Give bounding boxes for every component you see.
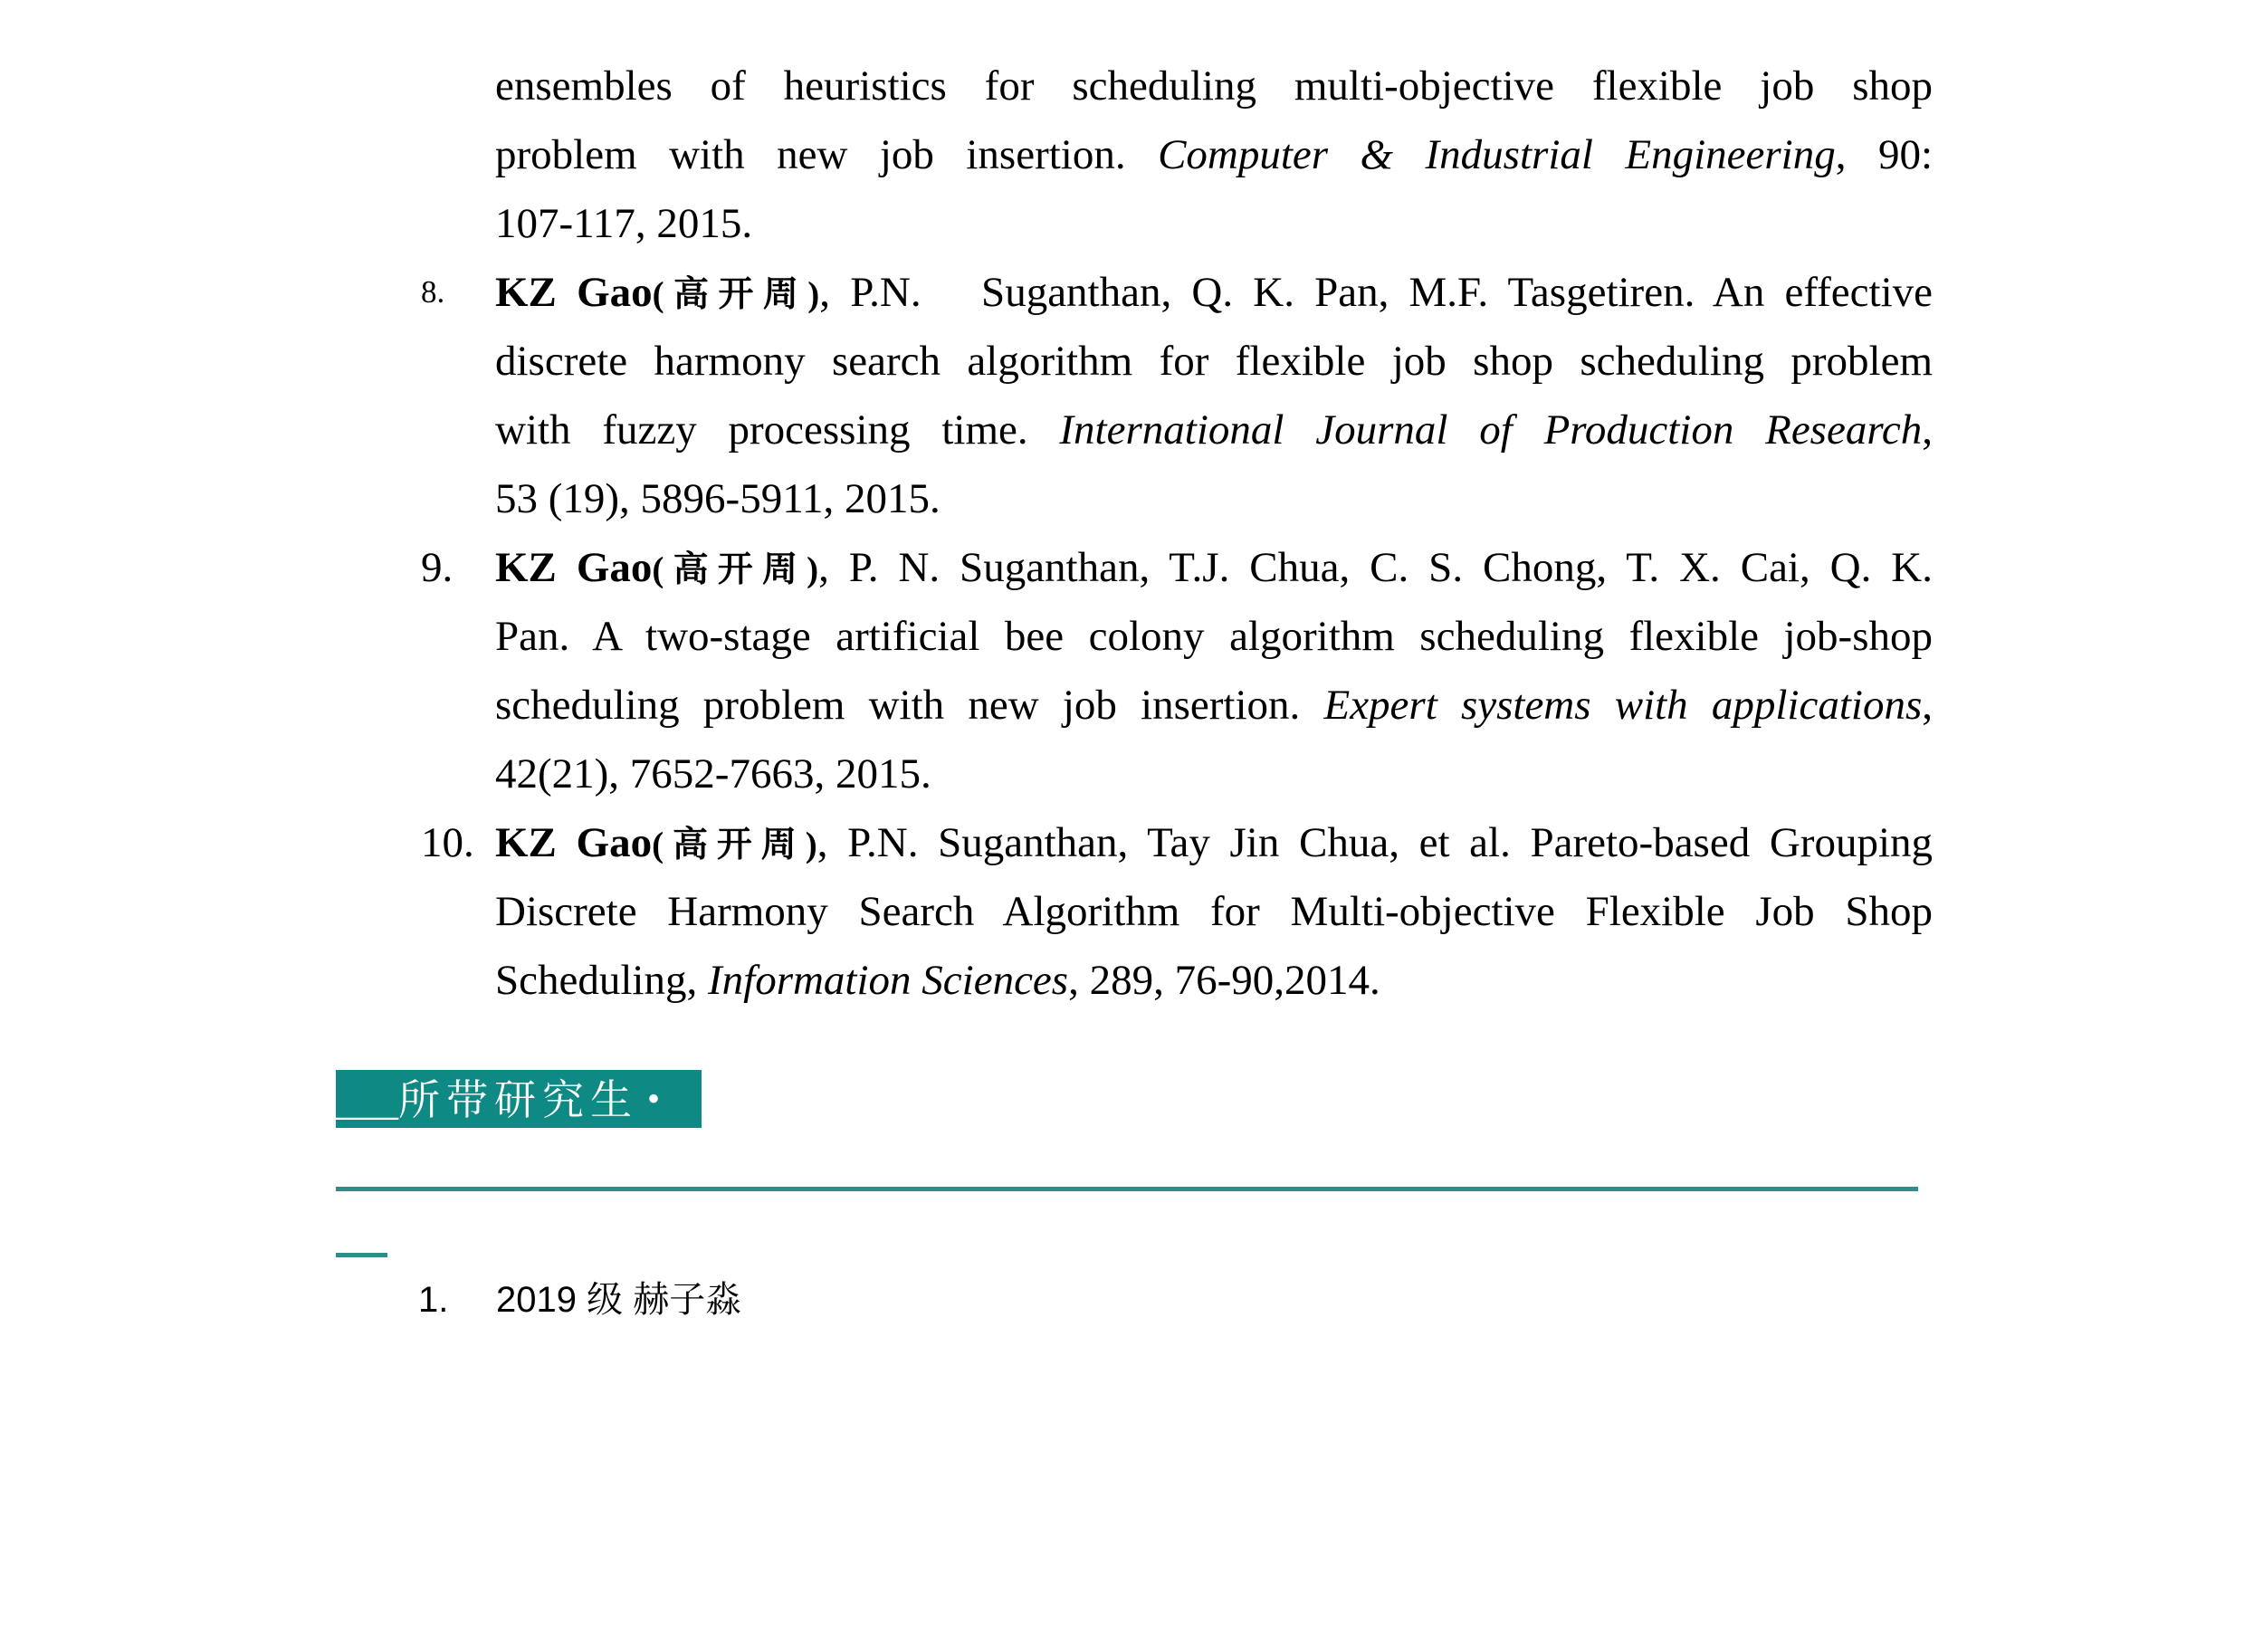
reference-lines	[495, 808, 1933, 1015]
reference-text-segment: KZ Gao	[495, 544, 653, 591]
student-list-item	[418, 1276, 741, 1323]
reference-text-segment: Scheduling,	[495, 957, 708, 1004]
reference-number: 10.	[421, 819, 474, 866]
reference-line	[495, 602, 1933, 671]
reference-text-segment: ensembles of heuristics for scheduling multi-objective flexible job shop	[495, 62, 1933, 110]
reference-line	[495, 946, 1933, 1015]
reference-text-segment: scheduling problem with new job insertion.	[495, 682, 1324, 729]
horizontal-rule	[336, 1187, 1918, 1191]
section-header-label: 所带研究生	[398, 1077, 638, 1123]
student-item-space	[623, 1280, 633, 1320]
student-item-number: 1.	[418, 1280, 449, 1320]
reference-lines	[495, 258, 1933, 533]
reference-line	[495, 396, 1933, 464]
reference-text-segment: International Journal of Production Research	[1059, 406, 1923, 454]
reference-number: 9.	[421, 544, 454, 591]
reference-item	[421, 808, 1933, 1015]
reference-line	[495, 808, 1933, 877]
reference-text-segment: , 289, 76-90,2014.	[1068, 957, 1380, 1004]
section-header-bullet: •	[647, 1078, 661, 1119]
student-item-year: 2019 级	[496, 1280, 624, 1320]
reference-lines	[495, 533, 1933, 808]
section-header-underscore: ___	[336, 1077, 398, 1123]
reference-text-segment: , 90:	[1835, 131, 1933, 178]
student-item-name: 赫子淼	[633, 1280, 742, 1320]
reference-text-segment: with fuzzy processing time.	[495, 406, 1060, 454]
reference-text-segment: (高开周)	[652, 826, 817, 864]
reference-line	[495, 671, 1933, 740]
reference-item	[421, 52, 1933, 258]
reference-item	[421, 533, 1933, 808]
reference-line	[495, 52, 1933, 120]
reference-text-segment: KZ Gao	[495, 819, 653, 866]
reference-line	[495, 464, 1933, 533]
reference-line	[495, 533, 1933, 602]
reference-lines	[495, 52, 1933, 258]
reference-item	[421, 258, 1933, 533]
short-horizontal-rule	[336, 1253, 387, 1257]
section-header	[336, 1070, 702, 1128]
reference-text-segment: (高开周)	[652, 275, 820, 314]
reference-text-segment: , P.N. Suganthan, Q. K. Pan, M.F. Tasgetiren. An effective	[819, 269, 1933, 316]
reference-line	[495, 327, 1933, 396]
reference-text-segment: Pan. A two-stage artificial bee colony algorithm scheduling flexible job-shop	[495, 613, 1933, 660]
reference-line	[495, 120, 1933, 189]
reference-line	[495, 877, 1933, 946]
reference-text-segment: Expert systems with applications	[1323, 682, 1923, 729]
publication-list	[421, 52, 1933, 1015]
reference-text-segment: , P.N. Suganthan, Tay Jin Chua, et al. Pareto-based Grouping	[816, 819, 1933, 866]
reference-line	[495, 189, 1933, 258]
reference-text-segment: , P. N. Suganthan, T.J. Chua, C. S. Chong, T. X. Cai, Q. K.	[818, 544, 1933, 591]
reference-number: 8.	[421, 274, 445, 310]
reference-text-segment: ,	[1922, 682, 1933, 729]
reference-text-segment: (高开周)	[652, 550, 819, 589]
reference-text-segment: problem with new job insertion.	[495, 131, 1159, 178]
reference-line	[495, 740, 1933, 808]
reference-text-segment: 42(21), 7652-7663, 2015.	[495, 750, 931, 797]
reference-text-segment: Discrete Harmony Search Algorithm for Multi-objective Flexible Job Shop	[495, 888, 1933, 935]
reference-text-segment: Information Sciences	[707, 957, 1069, 1004]
reference-text-segment: 107-117, 2015.	[495, 200, 753, 247]
reference-text-segment: ,	[1922, 406, 1933, 454]
reference-text-segment: discrete harmony search algorithm for flexible job shop scheduling problem	[495, 338, 1933, 385]
reference-number	[421, 52, 495, 258]
reference-line	[495, 258, 1933, 327]
reference-text-segment: KZ Gao	[495, 269, 653, 316]
reference-text-segment: Computer & Industrial Engineering	[1158, 131, 1836, 178]
reference-text-segment: 53 (19), 5896-5911, 2015.	[495, 475, 941, 522]
